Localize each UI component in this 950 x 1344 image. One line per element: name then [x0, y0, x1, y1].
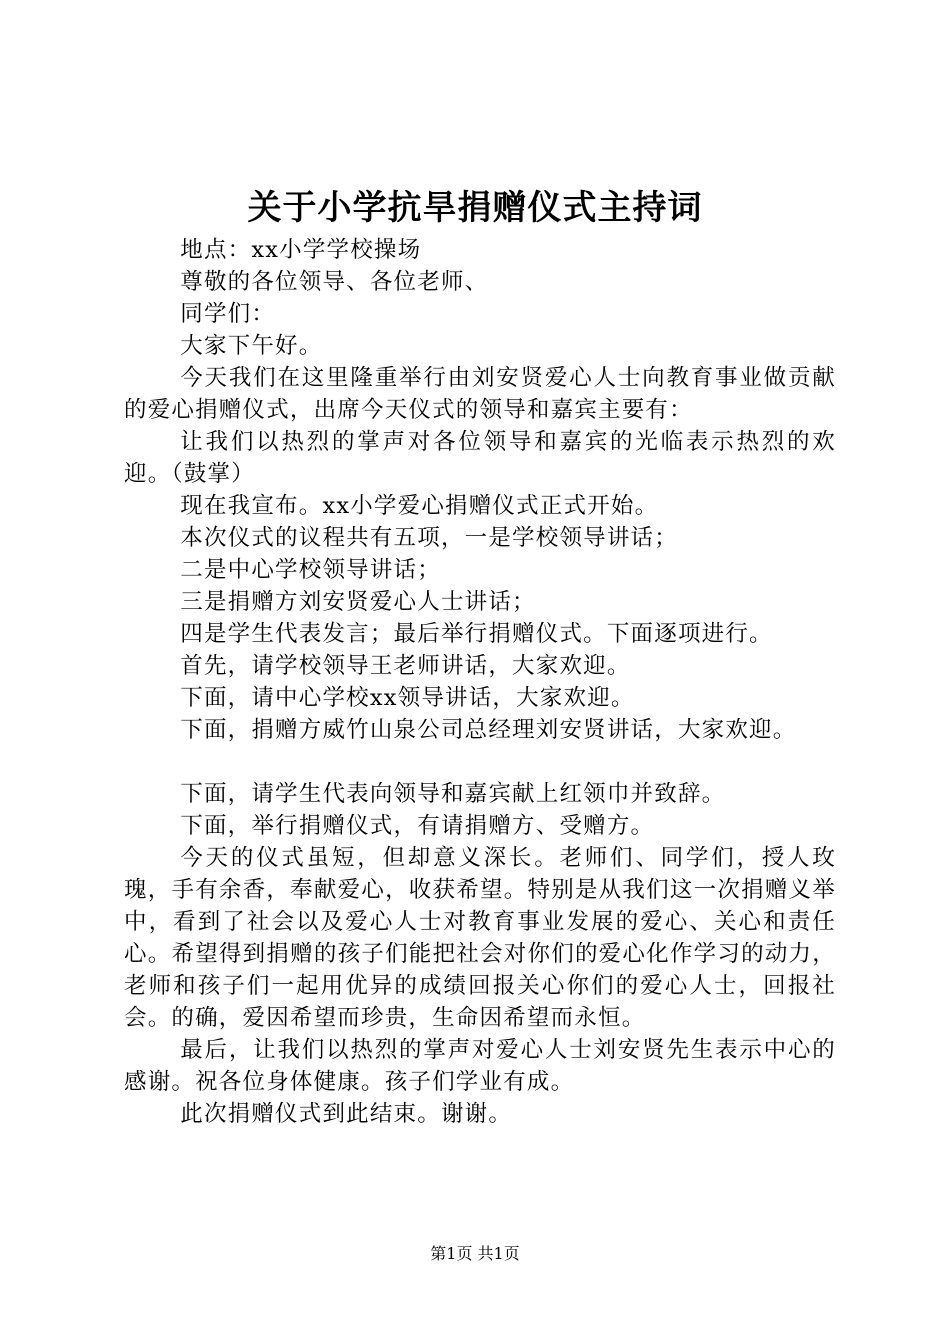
paragraph-speech-donor: 下面，捐赠方威竹山泉公司总经理刘安贤讲话，大家欢迎。 — [180, 717, 797, 743]
paragraph-greeting-leaders: 尊敬的各位领导、各位老师、 — [180, 269, 489, 295]
paragraph-thanks: 最后，让我们以热烈的掌声对爱心人士刘安贤先生表示中心的感谢。祝各位身体健康。孩子们学业有成。 — [124, 1037, 836, 1095]
paragraph-intro: 今天我们在这里隆重举行由刘安贤爱心人士向教育事业做贡献的爱心捐赠仪式，出席今天仪式的领导和嘉宾主要有： — [124, 365, 836, 423]
paragraph-speech-center: 下面，请中心学校xx领导讲话，大家欢迎。 — [180, 685, 635, 711]
paragraph-speech-school: 首先，请学校领导王老师讲话，大家欢迎。 — [180, 653, 631, 679]
paragraph-welcome: 让我们以热烈的掌声对各位领导和嘉宾的光临表示热烈的欢迎。（鼓掌） — [124, 429, 836, 487]
paragraph-location: 地点：xx小学学校操场 — [180, 237, 422, 263]
page-number-footer: 第1页 共1页 — [430, 1244, 520, 1263]
paragraph-agenda-3: 三是捐赠方刘安贤爱心人士讲话； — [180, 589, 536, 615]
document-body — [124, 234, 836, 1130]
document-title: 关于小学抗旱捐赠仪式主持词 — [247, 188, 703, 228]
paragraph-significance: 今天的仪式虽短，但却意义深长。老师们、同学们，授人玫瑰，手有余香，奉献爱心，收获希望。特别是从我们这一次捐赠义举中，看到了社会以及爱心人士对教育事业发展的爱心、关心和责任心。希望得到捐赠的孩子们能把社会对你们的爱心化作学习的动力，老师和孩子们一起用优异的成绩回报关心你们的爱心人士，回报社会。的确，爱因希望而珍贵，生命因希望而永恒。 — [124, 845, 836, 1031]
paragraph-closing: 此次捐赠仪式到此结束。谢谢。 — [180, 1101, 513, 1127]
paragraph-good-afternoon: 大家下午好。 — [180, 333, 323, 359]
paragraph-announce-start: 现在我宣布。xx小学爱心捐赠仪式正式开始。 — [180, 493, 659, 519]
paragraph-agenda-4: 四是学生代表发言；最后举行捐赠仪式。下面逐项进行。 — [180, 621, 773, 647]
paragraph-agenda-2: 二是中心学校领导讲话； — [180, 557, 441, 583]
paragraph-greeting-students: 同学们： — [180, 301, 276, 327]
paragraph-student-representative: 下面，请学生代表向领导和嘉宾献上红领巾并致辞。 — [180, 781, 726, 807]
paragraph-donation-ceremony: 下面，举行捐赠仪式，有请捐赠方、受赠方。 — [180, 813, 655, 839]
paragraph-agenda-1: 本次仪式的议程共有五项，一是学校领导讲话； — [180, 525, 678, 551]
